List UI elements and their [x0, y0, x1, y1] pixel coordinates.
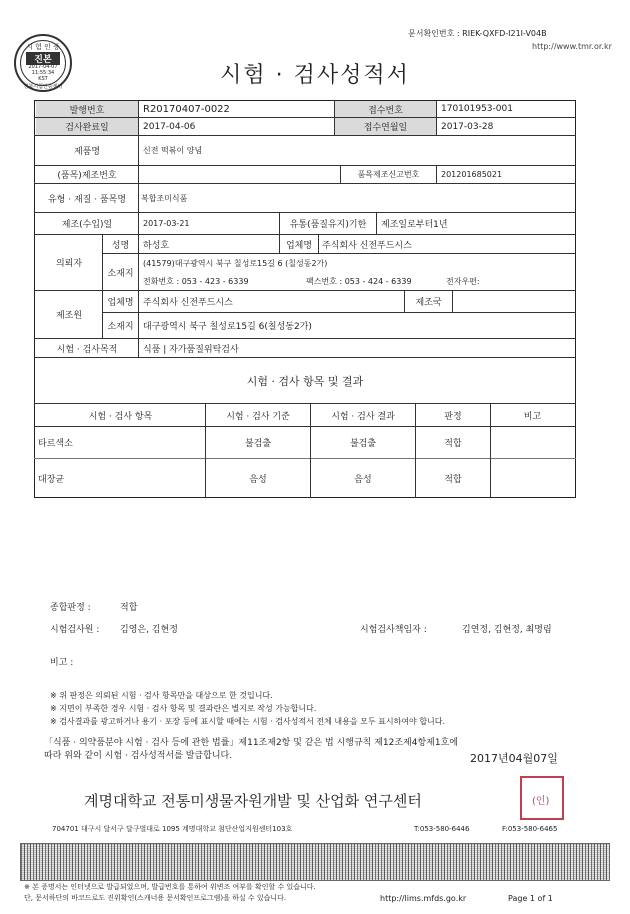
mfg-date: 2017-03-21 [143, 219, 190, 228]
client-address: (41579)대구광역시 북구 칠성로15길 6 (칠성동2가) [143, 259, 328, 268]
client-name-label: 성명 [111, 240, 130, 251]
row-item: 타르색소 [38, 439, 73, 449]
seal-org: KST [38, 76, 48, 82]
organization-address: 704701 대구시 달서구 달구벌대로 1095 계명대학교 첨단산업지원센터103호 [52, 825, 293, 833]
client-company: 주식회사 신전푸드시스 [322, 240, 412, 251]
client-address-label: 소재지 [107, 268, 134, 279]
overall-judgement: 적합 [120, 603, 138, 613]
type-label: 유형 · 재질 · 품목명 [47, 194, 127, 205]
product-name-label: 제품명 [73, 147, 101, 157]
tester-names: 김영은, 김현정 [120, 625, 178, 635]
report-number-label: 품목제조신고번호 [357, 170, 420, 179]
seal-time: 11:55:34 [31, 70, 55, 76]
row-judgement: 적합 [444, 474, 462, 485]
row-note [491, 459, 574, 497]
type-value: 복합조미식품 [141, 193, 188, 203]
overall-judgement-label: 종합판정 : [50, 603, 91, 613]
official-stamp [520, 776, 564, 820]
manufacturer-address-label: 소재지 [107, 322, 134, 332]
organization-tel: T:053-580-6446 [414, 825, 470, 833]
footer-note-1: ※ 본 증명서는 인터넷으로 발급되었으며, 발급번호를 통하여 위변조 여부를 확인할 수 있습니다. [24, 883, 316, 891]
manufacturer-address: 대구광역시 북구 칠성로15길 6(칠성동2가) [143, 322, 312, 332]
note-1: ※ 위 판정은 의뢰된 시험 · 검사 항목만을 대상으로 한 것입니다. [50, 691, 273, 700]
row-note [491, 427, 574, 458]
receipt-date: 2017-03-28 [441, 121, 494, 132]
shelf-life: 제조일로부터1년 [381, 220, 448, 230]
col-standard: 시험 · 검사 기준 [226, 411, 290, 422]
row-standard: 음성 [249, 474, 267, 485]
verification-barcode [20, 843, 610, 881]
note-2: ※ 지면이 부족한 경우 시험 · 검사 항목 및 결과란은 별지로 작성 가능합니다. [50, 704, 317, 713]
manufacturer-country [456, 291, 566, 312]
row-standard: 불검출 [244, 439, 272, 449]
results-section-title: 시험 · 검사 항목 및 결과 [246, 374, 364, 388]
client-fax: 팩스번호 : 053 - 424 - 6339 [306, 277, 412, 286]
document-code: 문서확인번호 : RIEK-QXFD-I21I-V04B [408, 29, 547, 38]
purpose-value: 식품 | 자가품질위탁검사 [143, 344, 239, 355]
manager-names: 김연정, 김현정, 최명림 [462, 625, 552, 635]
report-number: 201201685021 [441, 170, 503, 179]
manufacturer-company: 주식회사 신전푸드시스 [143, 298, 233, 308]
manufacture-number [143, 166, 339, 183]
remark-label: 비고 : [50, 658, 74, 668]
law-line-1: 「식품 · 의약품분야 시험 · 검사 등에 관한 법률」제11조제2항 및 같은 법 시행규칙 제12조제4항제1호에 [44, 738, 458, 748]
footer-url[interactable]: http://lims.mfds.go.kr [380, 894, 467, 903]
row-result: 불검출 [349, 439, 377, 449]
tester-label: 시험검사원 : [50, 625, 100, 635]
organization-name: 계명대학교 전통미생물자원개발 및 산업화 연구센터 [84, 792, 422, 810]
col-result: 시험 · 검사 결과 [331, 411, 395, 422]
client-phone: 전화번호 : 053 - 423 - 6339 [143, 277, 249, 286]
receipt-number-label: 접수번호 [335, 101, 436, 117]
note-3: ※ 검사결과를 광고하거나 용기 · 포장 등에 표시할 때에는 시험 · 검사성적서 전체 내용을 모두 표시하여야 합니다. [50, 717, 446, 726]
manufacturer-company-label: 업체명 [107, 298, 134, 308]
seal-date: 2017-04-07 [28, 64, 58, 70]
completion-date-label: 검사완료일 [36, 118, 138, 135]
issue-number: R20170407-0022 [143, 103, 230, 115]
organization-fax: F:053-580-6465 [502, 825, 558, 833]
receipt-date-label: 접수연월일 [335, 118, 436, 135]
manager-label: 시험검사책임자 : [360, 625, 427, 635]
page-number: Page 1 of 1 [508, 894, 553, 903]
manufacturer-group-label: 제조원 [55, 311, 83, 321]
shelf-life-label: 유통(품질유지)기한 [289, 220, 367, 230]
row-item: 대장균 [38, 474, 65, 485]
seal-top-text: 시 험 인 증 [26, 43, 60, 51]
seal-main-text: 진본 [26, 52, 60, 65]
document-title: 시험 · 검사성적서 [220, 63, 410, 88]
manufacture-number-label: (품목)제조번호 [57, 171, 117, 181]
stamp-text: (인) [532, 796, 550, 807]
receipt-number: 170101953-001 [441, 104, 513, 114]
completion-date: 2017-04-06 [143, 121, 196, 132]
row-result: 음성 [354, 474, 372, 485]
purpose-label: 시험 · 검사목적 [56, 344, 118, 355]
row-judgement: 적합 [444, 439, 462, 449]
issue-number-label: 발행번호 [36, 101, 138, 117]
issue-date: 2017년04월07일 [470, 752, 558, 765]
mfg-date-label: 제조(수입)일 [61, 220, 113, 230]
product-name: 신전 떡볶이 양념 [143, 146, 203, 155]
col-note: 비고 [523, 411, 542, 422]
col-judgement: 판정 [444, 411, 462, 422]
col-item: 시험 · 검사 항목 [88, 411, 153, 422]
law-line-2: 따라 위와 같이 시험 · 검사성적서를 발급합니다. [44, 751, 233, 761]
client-company-label: 업체명 [285, 240, 313, 251]
seal-bottom-text: 경북시험인증센터 [23, 84, 63, 90]
client-name: 하성호 [143, 240, 170, 251]
client-email: 전자우편: [446, 277, 480, 286]
manufacturer-country-label: 제조국 [415, 298, 442, 308]
client-group-label: 의뢰자 [55, 259, 83, 269]
website: http://www.tmr.or.kr [532, 42, 612, 51]
footer-note-2: 단, 문서하단의 바코드로도 진위확인(스캐너용 문서확인프로그램)을 하실 수 있습니다. [24, 894, 287, 902]
